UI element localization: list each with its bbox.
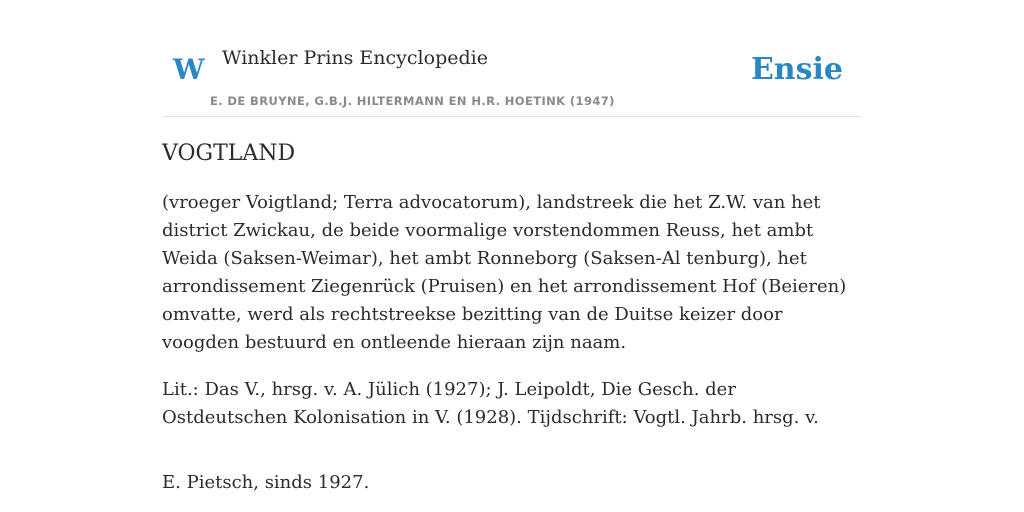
brand-logo[interactable]: Ensie xyxy=(750,52,843,87)
source-header xyxy=(162,38,862,117)
source-logo[interactable]: W xyxy=(173,53,205,86)
entry-paragraph: E. Pietsch, sinds 1927. xyxy=(162,472,370,493)
source-authors: E. DE BRUYNE, G.B.J. HILTERMANN EN H.R. HOETINK (1947) xyxy=(210,94,615,108)
entry-paragraph: Lit.: Das V., hrsg. v. A. Jülich (1927); J. Leipoldt, Die Gesch. der Ostdeutschen Kolonisation in V. (1928). Tijdschrift: Vogtl. Jahrb. hrsg. v. xyxy=(162,379,819,428)
entry-paragraph: (vroeger Voigtland; Terra advocatorum), landstreek die het Z.W. van het district Zwickau, de beide voormalige vorstendommen Reuss, het ambt Weida (Saksen-Weimar), het ambt Ronneborg (Saksen-Al tenburg), het arrondissement Ziegenrück (Pruisen) en het arrondissement Hof (Beieren) omvatte, werd als rechtstreekse bezitting van de Duitse keizer door voogden bestuurd en ontleende hieraan zijn naam. xyxy=(162,192,847,353)
source-title[interactable]: Winkler Prins Encyclopedie xyxy=(222,47,488,69)
entry-content xyxy=(162,140,862,512)
entry-title: VOGTLAND xyxy=(162,141,296,166)
